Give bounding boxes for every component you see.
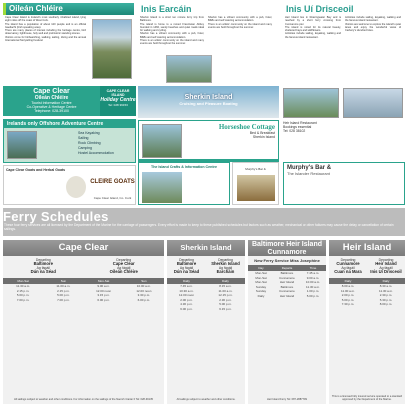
departing-block: Departing Cape Clear Ag fágáil Oileán Chléire <box>109 258 138 274</box>
ferry-banner-title: Ferry Schedules <box>3 209 109 224</box>
table-header: Daily Daily <box>329 278 405 284</box>
horseshoe-line: Sherkin Island <box>252 135 275 139</box>
cape-clear-text: Cape Clear Island is Ireland's most southerly inhabited island, lying eight miles off the coast of West Cork. The island has a population of about 120 people and is an official Gaeltacht (Irish speaking area). There are many places of interest including the heritage centre, bird observatory, lighthouse, holy well and prehistoric standing stones. Visitors come for birdwatching, walking, sailing, diving and the annual International Storytelling Festival. <box>5 16 86 43</box>
table-row: 6.00 p.m. 6.15 p.m. <box>180 306 232 311</box>
heir-schedule-title: Heir Island <box>329 240 405 256</box>
murphys-title: Murphy's Bar & <box>245 167 266 171</box>
sherkin-hotel-banner <box>138 160 279 162</box>
holiday-line: Tel: 028 39153 <box>108 103 128 107</box>
sailing-ad <box>138 86 279 118</box>
crafts-photo <box>142 172 182 203</box>
table-row: 7.30 p.m. 8.00 p.m. <box>341 302 393 307</box>
horseshoe-line: Bed & Breakfast <box>249 131 275 135</box>
table-row: Sunday Cunnamore 1.00 p.m. <box>255 289 320 294</box>
heir-column <box>283 3 405 83</box>
goat-cheese-ad <box>3 165 136 205</box>
table-row: Mon-Sat Cunnamore 9.00 a.m. <box>255 275 320 280</box>
sherkin-schedule-title: Sherkin Island <box>167 240 245 256</box>
cape-clear-footnote: All sailings subject to weather and other conditions. For information on the sailings of the Naomh Ciarán II Tel: 028-39135 <box>14 397 153 401</box>
sherkin-schedule <box>167 240 245 404</box>
departing-block: Departing Baltimore Ag fágáil Dún na Séad <box>30 258 56 274</box>
cape-clear-schedule <box>3 240 164 404</box>
table-row: 2.00 p.m. 2.30 p.m. <box>341 293 393 298</box>
ferry-banner-text: These four ferry services are all licensed by the Department of the Marine for the carriage of passengers. Every effort is made to keep to these published schedules but factors such as weather, mechanical or other failures may cause the delay or cancellation of certain sailings. <box>4 223 394 231</box>
goat-image <box>66 176 86 198</box>
departing-block: Departing Baltimore Ag fágáil Dún na Séad <box>173 258 200 274</box>
heir-schedule <box>329 240 405 404</box>
sailing-title: Sherkin Island <box>184 94 233 101</box>
heir-ad-text: Heir Island Restaurant Bookings essential Tel: 028 38102 <box>283 121 317 134</box>
holiday-title: CAPE CLEAR ISLAND <box>106 89 130 97</box>
sherkin-heading: Inis Earcáin <box>138 3 279 15</box>
table-row: 5.00 p.m. 5.30 p.m. <box>341 297 393 302</box>
table-header: Daily Daily <box>167 278 245 284</box>
sherkin-text-2: Sherkin has a vibrant community with a pub, hotel, B&Bs and self catering accommodation. There is an artists' community on the island and many events are held throughout the summer. <box>208 16 272 29</box>
sherkin-photo <box>166 55 212 83</box>
outdoor-centre-ad <box>3 119 136 163</box>
table-row: Sunday Baltimore 11.30 a.m. <box>255 284 320 289</box>
murphys-bar-ad <box>283 162 405 205</box>
island-crafts-ad <box>138 162 230 205</box>
murphys-ad <box>232 162 279 205</box>
cape-clear-schedule-title: Cape Clear <box>3 240 164 256</box>
baltimore-heir-schedule-title: Baltimore Heir Island Cunnamore <box>248 240 326 256</box>
cape-clear-info-line: Tourist Information Centre <box>31 101 72 105</box>
heir-ad-panel <box>283 86 405 160</box>
sherkin-departing <box>167 256 245 278</box>
table-row: 5.00 p.m. 5.00 p.m. 3.15 p.m. 3.30 p.m. <box>16 293 151 298</box>
heir-text: Heir Island lies in Roaringwater Bay and is reached by a short ferry crossing from Cunnamore pier. The island is noted for its natural beauty, sheltered bays and wildflowers. Activities include sailing, kayaking, walking and the famous island restaurant. <box>285 16 341 39</box>
heir-text-2: Activities include sailing, kayaking, walking and the famous island restaurant. Visitors are welcome to explore the island's quiet lanes and enjoy the wonderful views of Carbery's Hundred Isles. <box>345 16 401 33</box>
sherkin-footnote: All sailings subject to weather and other conditions. <box>176 397 236 401</box>
heir-ad-photo-1 <box>283 88 339 118</box>
table-row: Daily Heir Island 5.00 p.m. <box>257 293 320 298</box>
table-row: 10.30 a.m. 11.00 a.m. <box>179 288 233 293</box>
outdoor-photo <box>7 131 37 159</box>
horseshoe-title: Horseshoe Cottage <box>218 123 275 131</box>
murphys-bar-title: Murphy's Bar & <box>287 165 332 171</box>
table-row: Mon-Sat Baltimore 7.45 a.m. <box>255 271 320 275</box>
table-row: Mon-Sat Heir Island 10.00 a.m. <box>255 280 321 285</box>
horseshoe-ad <box>138 120 279 160</box>
horseshoe-photo <box>142 124 182 158</box>
table-row: 2.15 p.m. 2.15 p.m. 12.00 noon 12.00 noon <box>16 288 152 293</box>
departing-block: Departing Heir Island Ag fágáil Inis Uí Drisceoil <box>370 258 402 274</box>
baltimore-heir-schedule <box>248 240 326 404</box>
goat-title: Cape Clear Goats and Herbal Goats <box>6 168 66 172</box>
table-row: 2.00 p.m. 2.30 p.m. <box>180 297 232 302</box>
heir-ad-photo-2 <box>343 88 403 118</box>
table-header: Mon-Sat Sun Mon-Sat Sun <box>3 278 164 284</box>
cape-clear-column <box>3 3 134 83</box>
cape-clear-info-subtitle: Oileán Chléire <box>34 95 69 101</box>
table-row: 7.00 p.m. 7.00 p.m. 6.00 p.m. 6.00 p.m. <box>16 297 151 302</box>
cape-clear-departing <box>3 256 164 278</box>
heir-departing <box>329 256 405 278</box>
departing-block: Departing Cunnamore Ag fágáil Cuan na Mara <box>334 258 362 274</box>
goat-brand: CLEIRE GOATS <box>90 179 135 185</box>
table-row: 11.00 a.m. 11.30 a.m. <box>341 288 393 293</box>
murphys-photo <box>237 175 275 201</box>
outdoor-title: Irelands only Offshore Adventure Centre <box>4 120 135 128</box>
murphys-bar-subtitle: The Islander Restaurant <box>287 171 330 176</box>
heir-footnote: This is a licensed fully insured service operated to a standard approved by the Department of the Marine. <box>331 394 403 401</box>
cape-clear-info-title: Cape Clear <box>33 88 70 95</box>
baltimore-heir-footnote: Heir Island Ferry Tel: 087-2887799 <box>267 397 307 401</box>
sailing-subtitle: Cruising and Pleasure Boating <box>179 101 238 106</box>
cape-clear-heading: Oileán Chléire <box>3 3 134 15</box>
miss-josephine-subtitle: New Ferry Service Miss Josephine <box>254 258 320 263</box>
table-row: 7.45 a.m. 8.15 a.m. <box>180 284 232 288</box>
table-row: 12.00 noon 12.15 p.m. <box>178 293 233 298</box>
cape-clear-info-line: Telephone: 028-39100 <box>34 109 69 113</box>
holiday-subtitle: Holiday Centre <box>100 97 136 103</box>
cape-clear-info-line: Co-Operative & Heritage Centre <box>26 105 77 109</box>
outdoor-list: Sea Kayaking Sailing Rock Climbing Camping Hostel Accommodation <box>78 131 114 155</box>
departing-block: Departing Sherkin Island Ag fágáil Earcháin <box>211 258 240 274</box>
sherkin-text: Sherkin Island is a short ten minute ferry trip from Baltimore. The island is home to a ruined Franciscan Abbey founded in 1460, sandy beaches and quiet roads ideal for walking and cycling. Sherkin has a vibrant community with a pub, hotel, B&Bs and self catering accommodation. There is an artists' community on the island and many events are held throughout the summer. <box>140 16 204 46</box>
table-row: 8.00 a.m. 8.30 a.m. <box>341 284 393 288</box>
crafts-title: The Island Crafts & Information Centre <box>151 165 217 169</box>
heir-heading: Inis Uí Drisceoil <box>283 3 405 15</box>
goat-line: Cape Clear Island, Co. Cork <box>93 196 132 200</box>
table-row: 11.30 a.m. 11.00 a.m. 9.00 a.m. 10.00 a.m. <box>16 284 151 288</box>
cape-clear-info-ad <box>3 86 100 116</box>
cape-clear-photo <box>92 19 132 79</box>
table-row: 4.30 p.m. 5.00 p.m. <box>180 302 232 307</box>
cape-clear-holiday-ad <box>100 86 136 116</box>
table-header: Day Departs Time <box>248 265 326 271</box>
